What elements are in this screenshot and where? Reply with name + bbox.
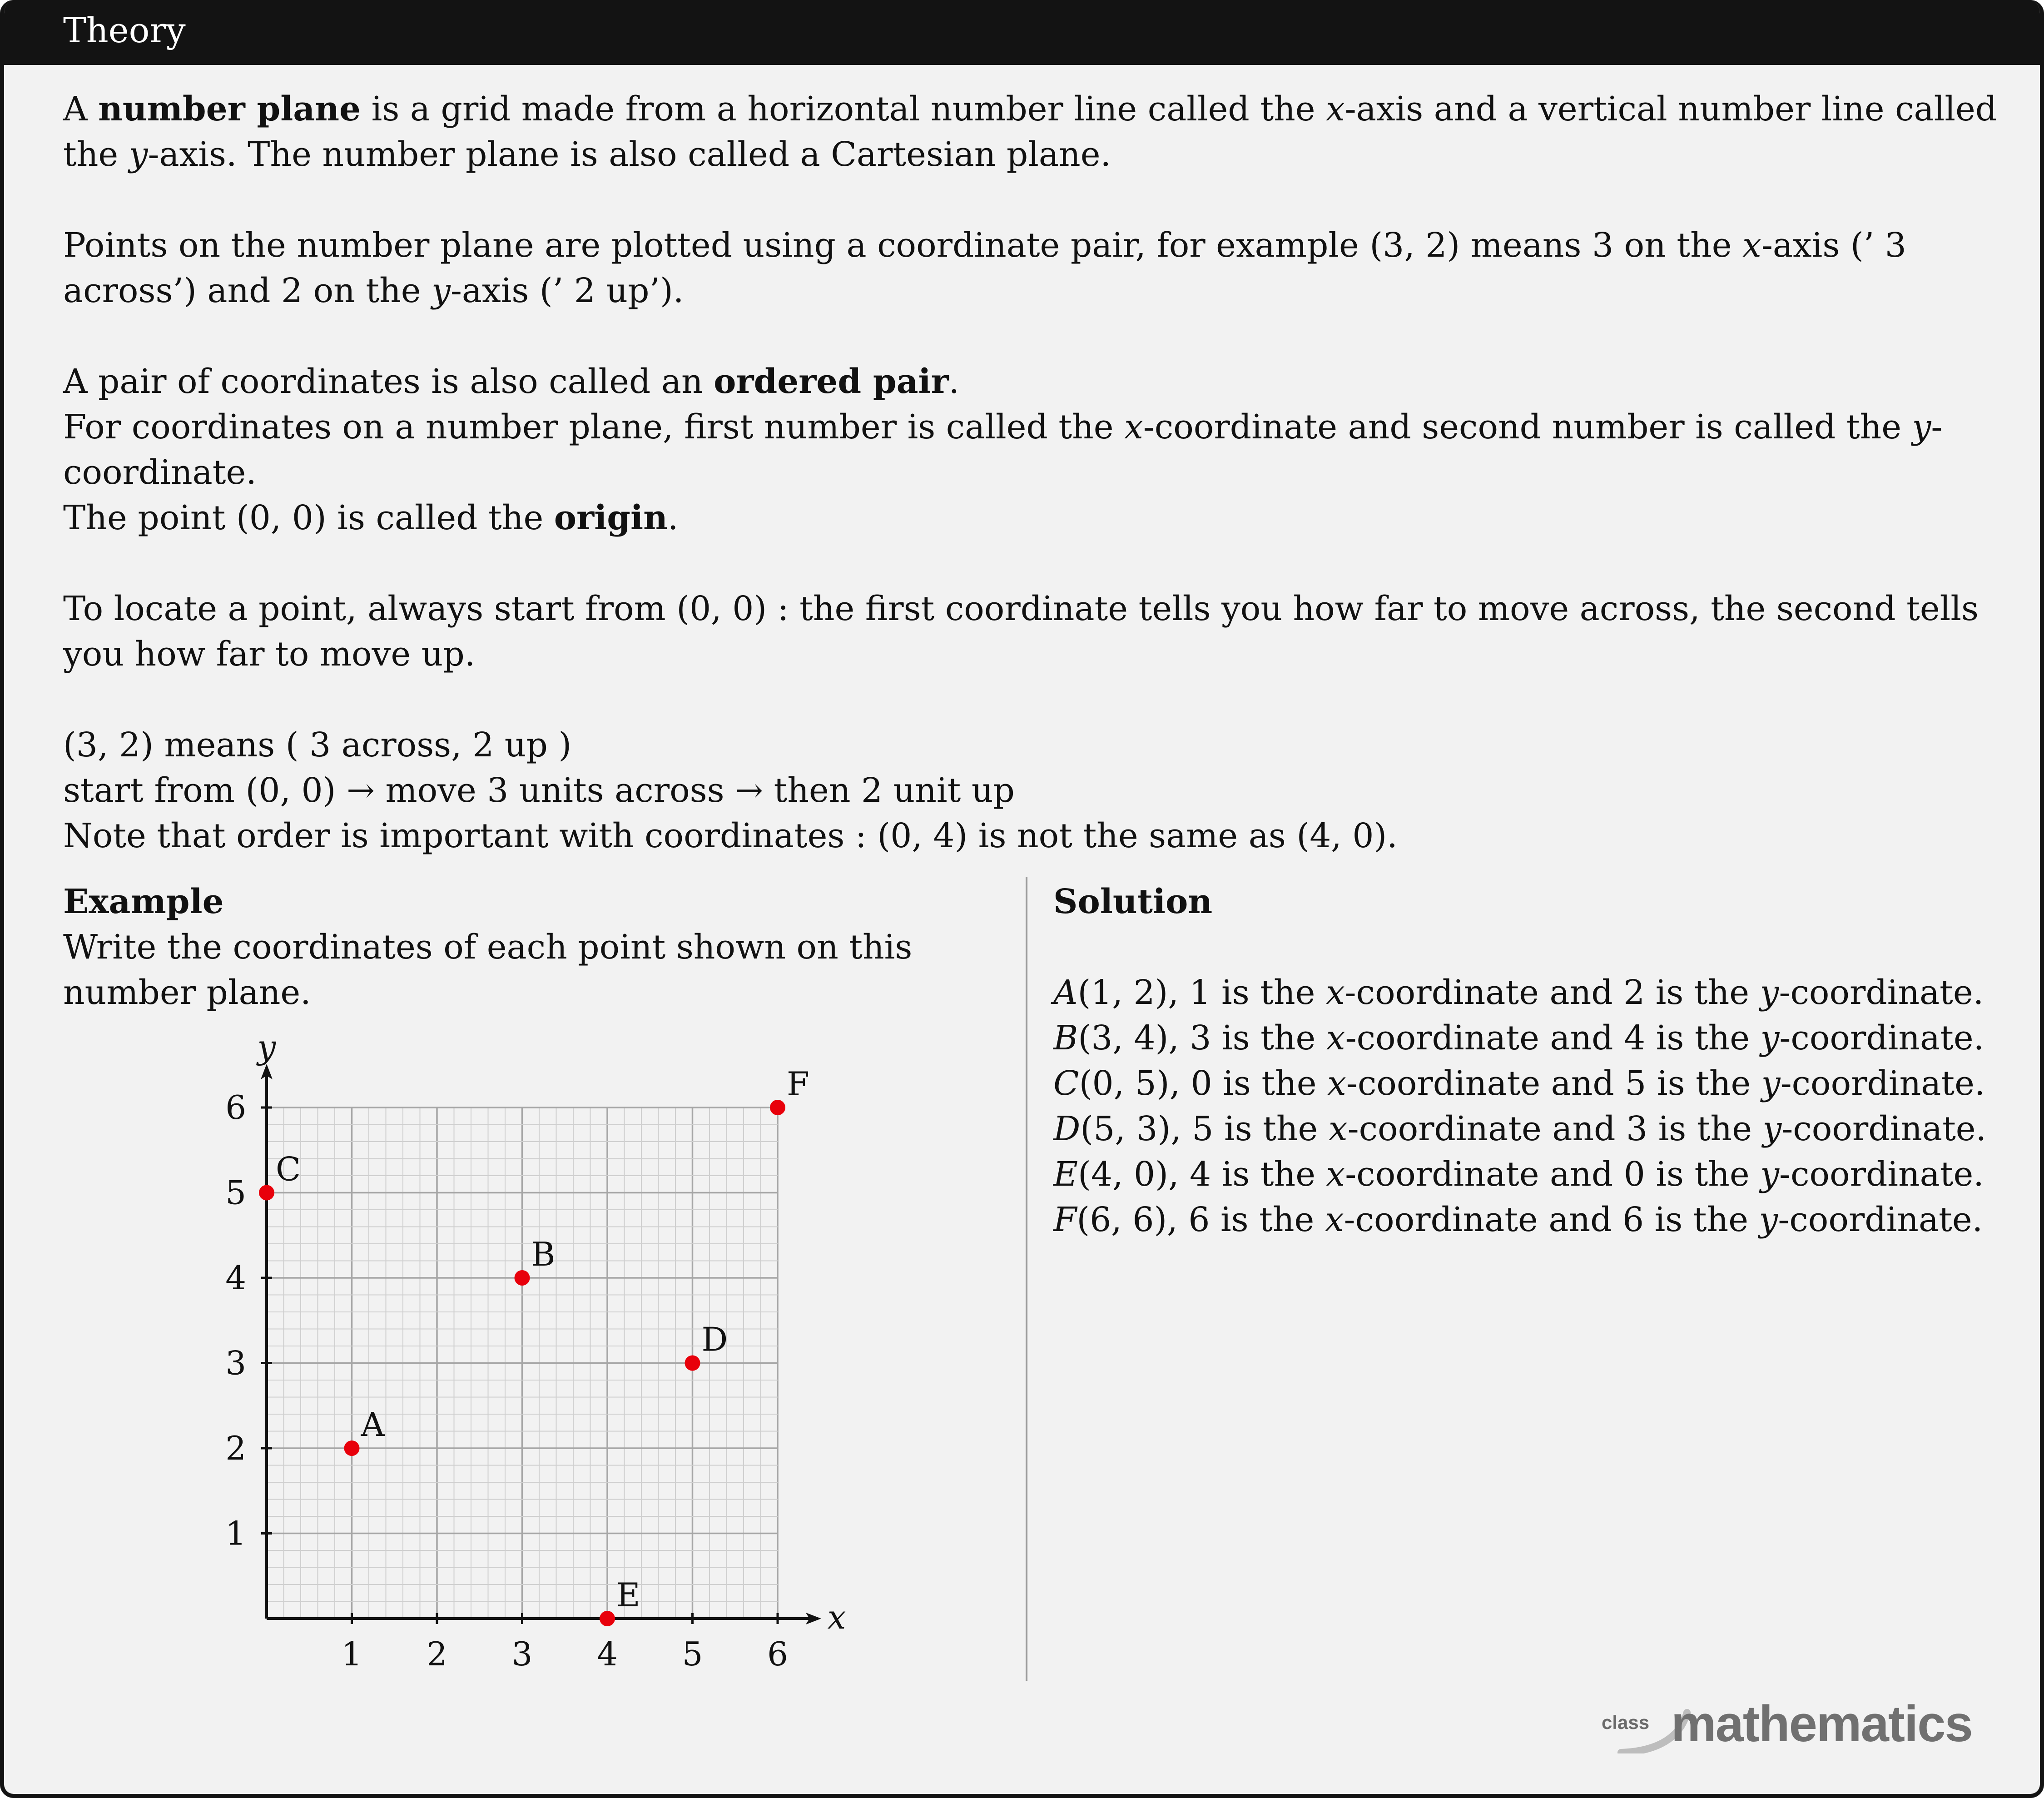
point-label: C [276,1150,301,1188]
example-text: Write the coordinates of each point shown on this number plane. [63,928,913,1012]
x-symbol: x [1326,89,1345,129]
point-letter: F [1053,1200,1077,1239]
y-axis-label: y [257,1028,276,1066]
point-label: F [787,1065,809,1103]
y-tick-label: 6 [225,1088,246,1127]
y-tick-label: 3 [225,1344,246,1382]
header-title: Theory [63,10,186,50]
text: -coordinate. [1781,1109,1987,1148]
x-axis-label: x [827,1598,846,1636]
line: Note that order is important with coordinates : (0, 4) is not the same as (4, 0). [63,816,1398,855]
point-label: E [616,1576,640,1614]
y-symbol: y [1760,973,1779,1012]
x-symbol: x [1326,1018,1345,1058]
text: -coordinate. [1779,1155,1984,1194]
y-symbol: y [432,271,451,310]
x-tick-label: 3 [511,1635,533,1673]
x-symbol: x [1327,1064,1346,1103]
x-symbol: x [1124,407,1143,447]
text: -axis (’ 2 up’). [450,271,684,310]
text: A pair of coordinates is also called an [63,362,714,401]
y-symbol: y [1762,1109,1782,1148]
x-tick-label: 6 [767,1635,788,1673]
logo-big-text: mathematics [1671,1695,1972,1752]
y-tick-label: 5 [225,1173,246,1212]
y-tick-label: 4 [225,1259,246,1297]
point-label: A [361,1406,385,1444]
text: (4, 0), 4 is the [1078,1155,1326,1194]
point-letter: E [1053,1155,1078,1194]
text: (6, 6), 6 is the [1077,1200,1325,1239]
text: Points on the number plane are plotted using a coordinate pair, for example (3, 2) means 3 on the [63,226,1743,265]
y-symbol: y [1759,1200,1778,1239]
y-symbol: y [129,135,148,174]
x-symbol: x [1325,973,1345,1012]
y-symbol: y [1761,1064,1781,1103]
text: -coordinate and 6 is the [1344,1200,1759,1239]
text: -axis (’ 3 across’) and 2 on the [63,226,1906,310]
x-symbol: x [1326,1155,1345,1194]
point-marker [344,1440,360,1456]
solution-heading: Solution [1053,882,1213,921]
text: . [948,362,960,401]
text: -axis and a vertical number line called the [63,89,1997,174]
point-marker [600,1611,615,1626]
text: -coordinate. [1780,1064,1985,1103]
text: -axis. The number plane is also called a Cartesian plane. [148,135,1111,174]
number-plane-chart [4,0,2044,1798]
text: -coordinate. [1779,1018,1984,1058]
text: is a grid made from a horizontal number line called the [361,89,1326,129]
x-symbol: x [1325,1200,1344,1239]
line: (3, 2) means ( 3 across, 2 up ) [63,725,572,765]
text: -coordinate and second number is called the [1143,407,1912,447]
line: start from (0, 0) → move 3 units across → then 2 unit up [63,771,1015,810]
text: (1, 2), 1 is the [1077,973,1326,1012]
text: -coordinate. [63,407,1943,492]
point-letter: C [1053,1064,1079,1103]
paragraph-locate-point: To locate a point, always start from (0, 0) : the first coordinate tells you how far to move across, the second tells you how far to move up. [63,589,1979,674]
point-label: D [701,1320,728,1359]
point-marker [685,1356,700,1371]
y-tick-label: 2 [225,1429,246,1467]
text: The point (0, 0) is called the [63,498,554,537]
y-symbol: y [1912,407,1931,447]
point-label: B [531,1235,556,1273]
text: . [667,498,679,537]
point-marker [770,1100,785,1115]
y-symbol: y [1760,1018,1780,1058]
text: (0, 5), 0 is the [1079,1064,1328,1103]
classmathematics-logo [1594,1694,1994,1753]
text: (3, 4), 3 is the [1078,1018,1326,1058]
text: -coordinate and 4 is the [1345,1018,1761,1058]
term-ordered-pair: ordered pair [714,362,949,401]
term-number-plane: number plane [98,89,361,129]
point-marker [259,1185,274,1201]
x-tick-label: 2 [427,1635,447,1673]
point-marker [515,1270,530,1286]
text: (5, 3), 5 is the [1080,1109,1329,1148]
x-tick-label: 4 [597,1635,618,1673]
x-symbol: x [1328,1109,1348,1148]
example-heading: Example [63,882,224,921]
text: A [63,89,98,129]
text: -coordinate and 5 is the [1346,1064,1761,1103]
x-symbol: x [1742,226,1761,265]
point-letter: D [1053,1109,1081,1148]
point-letter: A [1053,973,1078,1012]
term-origin: origin [554,498,668,537]
text: -coordinate and 0 is the [1345,1155,1761,1194]
y-tick-label: 1 [225,1514,246,1553]
x-tick-label: 5 [682,1635,703,1673]
x-tick-label: 1 [341,1635,362,1673]
text: -coordinate and 2 is the [1344,973,1760,1012]
logo-small-text: class [1602,1712,1650,1733]
text: -coordinate. [1778,1200,1983,1239]
text: For coordinates on a number plane, first number is called the [63,407,1125,447]
text: -coordinate and 3 is the [1347,1109,1763,1148]
y-symbol: y [1760,1155,1780,1194]
point-letter: B [1053,1018,1078,1058]
text: -coordinate. [1779,973,1984,1012]
